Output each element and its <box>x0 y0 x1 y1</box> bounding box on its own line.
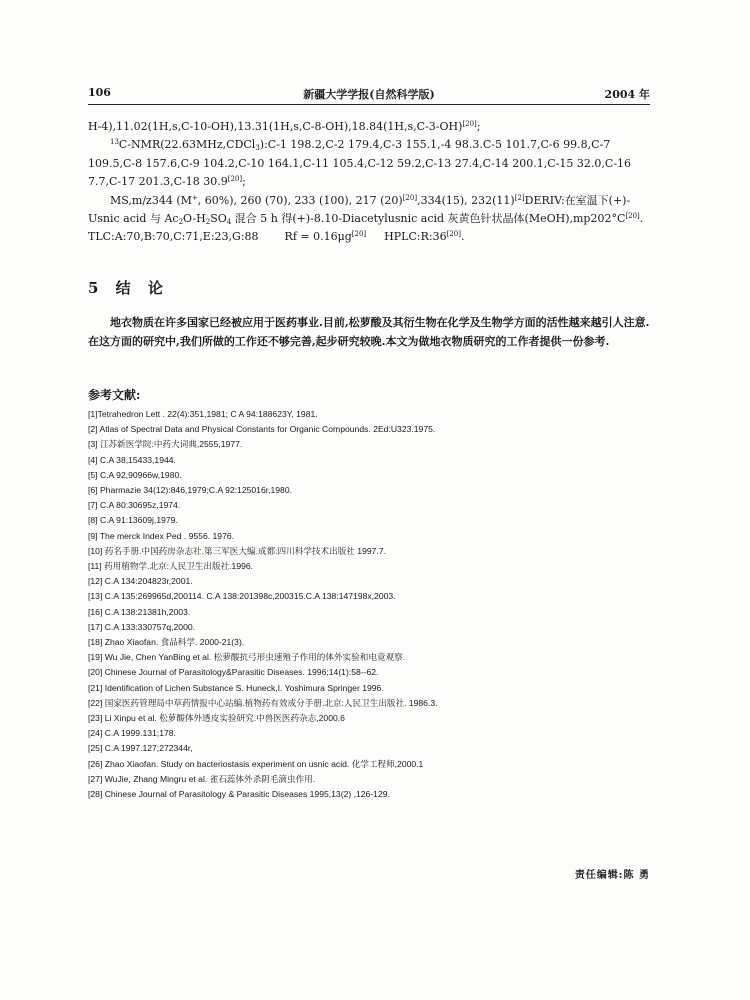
reference-item: [21] Identification of Lichen Substance S. Huneck,I. Yoshimura Springer 1996. <box>88 682 384 693</box>
reference-item: [19] Wu Jie, Chen YanBing et al. 松萝酸抗弓形虫速殖子作用的体外实验和电竟观察. <box>88 652 406 663</box>
reference-item: [4] C.A 38,15433,1944. <box>88 454 176 465</box>
reference-item: [1]Tetrahedron Lett . 22(4):351,1981; C A 94:188623Y, 1981. <box>88 409 318 419</box>
citation: [20] <box>227 175 243 184</box>
body-text <box>88 118 650 247</box>
paragraph-tlc-hplc: TLC:A:70,B:70,C:71,E:23,G:88 Rf = 0.16μg[20] HPLC:R:36[20]. <box>88 230 465 244</box>
reference-item: [16] C.A 138:21381h,2003. <box>88 606 191 617</box>
journal-title: 新疆大学学报(自然科学版) <box>303 88 435 101</box>
reference-item: [10] 药名手册.中国药房杂志社.第三军医大编.成都:四川科学技术出版社 1997.7. <box>88 545 386 556</box>
section-heading: 5 结 论 <box>88 279 169 297</box>
references-heading: 参考文献: <box>88 388 141 402</box>
paragraph-ms-deriv: MS,m/z344 (M+, 60%), 260 (70), 233 (100), 217 (20)[20],334(15), 232(11)[2]DERIV:在室温下(+)-Usnic acid 与 $Ac_2O-H_2SO_4$ 混合 5 h 得(+)-8.10-Diacetylusnic acid 灰黄色针状晶体(MeOH),mp202°C[20]. <box>88 193 644 227</box>
reference-item: [26] Zhao Xiaofan. Study on bacteriostasis experiment on usnic acid. 化学工程师,2000.1 <box>88 758 424 769</box>
running-header <box>88 86 650 104</box>
reference-item: [8] C.A 91:13609j,1979. <box>88 515 178 526</box>
responsible-editor: 责任编辑:陈 勇 <box>574 870 650 881</box>
paragraph-cnmr: $^{13}$C-NMR(22.63MHz,CDCl$_3$):C-1 198.2,C-2 179.4,C-3 155.1,-4 98.3.C-5 101.7,C-6 99.8,C-7 109.5,C-8 157.6,C-9 104.2,C-10 164.1,C-11 105.4,C-12 59.2,C-13 27.4,C-14 200.1,C-15 32.0,C-16 7.7,C-17 201.3,C-18 30.9[20]; <box>88 138 632 189</box>
citation: [20] <box>402 193 418 202</box>
reference-item: [11] 药用植物学.北京:人民卫生出版社.1996. <box>88 561 254 572</box>
reference-item: [5] C.A 92,90966w,1980. <box>88 469 182 480</box>
reference-item: [24] C.A 1999.131;178. <box>88 728 176 739</box>
reference-item: [7] C.A 80:30695z,1974. <box>88 500 181 511</box>
citation: [20] <box>625 212 640 221</box>
reference-item: [2] Atlas of Spectral Data and Physical Constants for Organic Compounds. 2Ed:U323.1975. <box>88 424 436 435</box>
reference-list <box>88 407 650 802</box>
reference-item: [20] Chinese Journal of Parasitology&Parasitic Diseases. 1996;14(1):58--62. <box>88 667 379 678</box>
isotope-superscript: 13 <box>110 138 119 147</box>
reference-item: [6] Pharmazie 34(12):846,1979;C.A 92:125016r,1980. <box>88 485 293 496</box>
journal-year: 2004 年 <box>604 88 650 101</box>
reference-item: [22] 国家医药管理局中草药情报中心站编.植物药有效成分手册.北京:人民卫生出版社. 1986.3. <box>88 697 438 708</box>
reference-item: [23] Li Xinpu et al. 松萝酸体外透皮实验研究.中兽医医药杂志,2000.6 <box>88 713 345 724</box>
reference-item: [25] C.A 1997.127;272344r, <box>88 743 193 754</box>
reference-item: [9] The merck Index Ped . 9556. 1976. <box>88 530 235 541</box>
page-number: 106 <box>88 86 111 99</box>
reference-item: [12] C.A 134:204823r,2001. <box>88 576 193 587</box>
citation: [20] <box>462 120 477 128</box>
citation: [20] <box>351 230 367 239</box>
citation: [20] <box>446 230 461 239</box>
reference-item: [28] Chinese Journal of Parasitology & Parasitic Diseases 1995,13(2) ,126-129. <box>88 789 390 800</box>
citation: [2] <box>514 193 525 202</box>
reference-item: [13] C.A 135:269965d,200114. C.A 138:201398c,200315.C.A 138:147198x,2003. <box>88 591 396 602</box>
header-rule <box>88 104 650 105</box>
reference-item: [18] Zhao Xiaofan. 食品科学. 2000-21(3). <box>88 637 245 648</box>
reference-item: [17] C.A 133:330757q,2000. <box>88 621 196 632</box>
reference-item: [3] 江苏新医学院:中药大词典,2555,1977. <box>88 439 243 450</box>
paragraph-hnmr-continued: H-4),11.02(1H,s,C-10-OH),13.31(1H,s,C-8-OH),18.84(1H,s,C-3-OH)[20]; <box>88 120 481 133</box>
reference-item: [27] WuJie, Zhang Mingru et al. 雀石蕊体外杀阴毛滴虫作用. <box>88 773 316 784</box>
conclusion-paragraph: 地衣物质在许多国家已经被应用于医药事业.目前,松萝酸及其衍生物在化学及生物学方面的活性越来越引人注意.在这方面的研究中,我们所做的工作还不够完善,起步研究较晚.本文为做地衣物质研究的工作者提供一份参考. <box>88 316 650 348</box>
